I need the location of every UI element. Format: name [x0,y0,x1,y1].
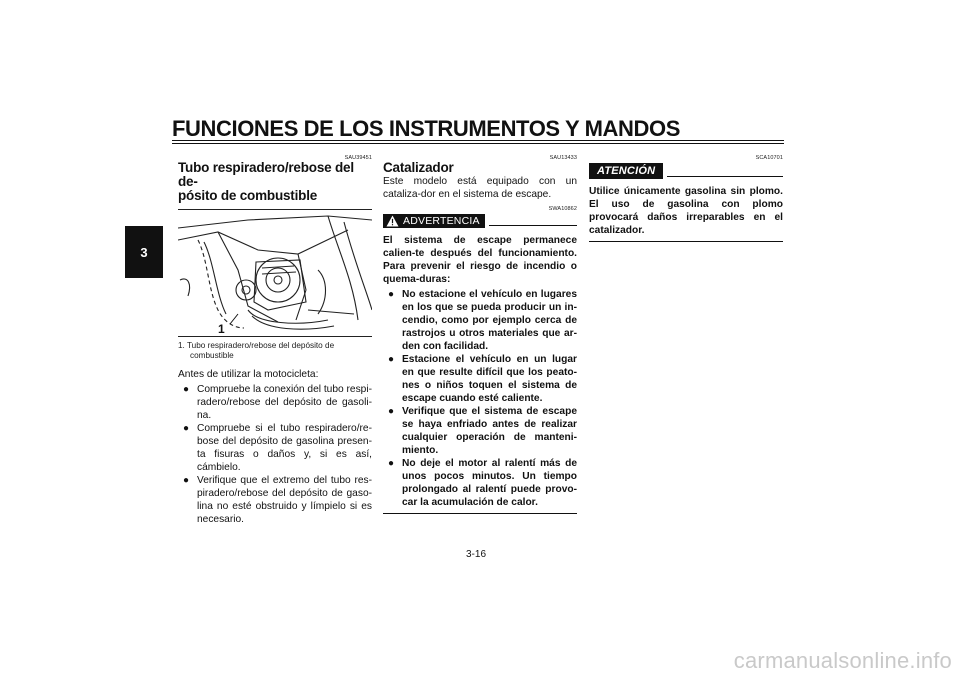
bullet-dot-icon: ● [388,406,395,417]
warning-header [383,214,577,228]
notice-text: Utilice únicamente gasolina sin plomo. El uso de gasolina con plomo provocará daños irreparables en el catalizador. [589,186,783,236]
catalyst-text: Este modelo está equipado con un cataliza-dor en el sistema de escape. [383,176,577,200]
list-item-text: Compruebe si el tubo respiradero/re-bose del depósito de gasolina presen-ta fisuras o daños y, si es así, cámbielo. [197,423,372,473]
bullet-dot-icon: ● [183,384,190,395]
caption-line-1: 1. Tubo respiradero/rebose del depósito de [178,341,335,350]
warning-triangle-icon [386,215,399,227]
bullet-dot-icon: ● [388,354,395,365]
figure-caption [178,341,372,360]
section-code: SAU13433 [549,155,577,161]
list-item [383,405,577,457]
list-item [178,474,372,526]
page-header-title: FUNCIONES DE LOS INSTRUMENTOS Y MANDOS [172,116,680,141]
list-item [178,383,372,422]
warning-intro: El sistema de escape permanece calien-te después del funcionamiento. Para prevenir el riesgo de incendio o quema-duras: [383,235,577,285]
section-title-breather: Tubo respiradero/rebose del de- pósito de combustible [178,160,354,203]
notice-badge: ATENCIÓN [589,163,663,179]
motorcycle-illustration [178,209,372,337]
list-item [383,457,577,509]
warning-badge [383,214,485,228]
notice-end-rule [589,241,783,242]
section-title-catalyst: Catalizador [383,160,454,175]
header-rule [172,140,784,144]
bullet-dot-icon: ● [388,458,395,469]
warning-end-rule [383,513,577,514]
list-item-text: Compruebe la conexión del tubo respi-radero/rebose del depósito de gasoli-na. [197,384,372,421]
column-fuel-breather [178,155,372,526]
list-item-text: Estacione el vehículo en un lugar en que resulte difícil que los peato-nes o niños toquen el sistema de escape cuando esté caliente. [402,354,577,404]
bullet-dot-icon: ● [183,423,190,434]
list-item [383,353,577,405]
list-item [383,288,577,353]
warning-list [383,288,577,509]
chapter-tab: 3 [125,226,163,278]
intro-text: Antes de utilizar la motocicleta: [178,369,319,380]
list-item-text: Verifique que el extremo del tubo res-piradero/rebose del depósito de gaso-lina no esté obstruido y límpielo si es necesario. [197,475,372,525]
warning-label: ADVERTENCIA [403,215,480,227]
notice-rule [667,166,783,177]
list-item-text: No estacione el vehículo en lugares en los que se pueda producir un in-cendio, como por ejemplo cerca de rastrojos u otros materiales que ar-den con facilidad. [402,289,577,352]
notice-header [589,163,783,179]
bullet-dot-icon: ● [388,289,395,300]
caption-line-2: combustible [190,350,234,360]
page-number: 3-16 [466,549,487,560]
warning-code: SWA10862 [548,206,577,212]
list-item [178,422,372,474]
list-item-text: No deje el motor al ralentí más de unos pocos minutos. Un tiempo prolongado al ralentí puede provo-car la acumulación de calor. [402,458,577,508]
check-list [178,383,372,526]
section-code: SAU39451 [344,155,372,161]
column-catalyst [383,155,577,514]
warning-rule [489,217,577,226]
bullet-dot-icon: ● [183,475,190,486]
notice-code: SCA10701 [755,155,783,161]
watermark: carmanualsonline.info [733,648,952,673]
list-item-text: Verifique que el sistema de escape se haya enfriado antes de realizar cualquier operación de manteni-miento. [402,406,577,456]
figure-callout-1: 1 [218,322,225,336]
column-notice [589,155,783,242]
